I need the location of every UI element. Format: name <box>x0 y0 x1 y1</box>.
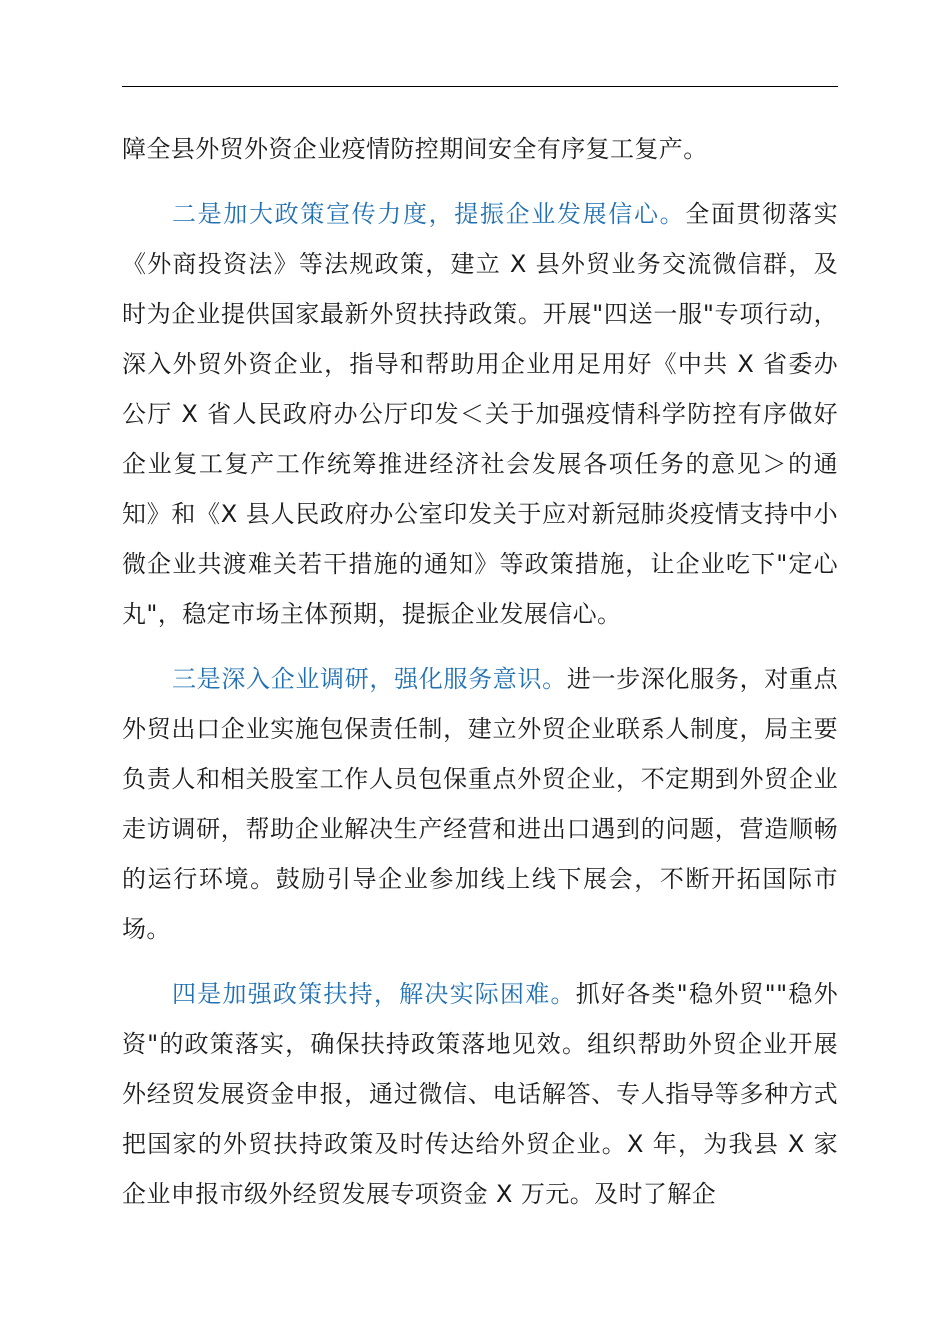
paragraph-text: 障全县外贸外资企业疫情防控期间安全有序复工复产。 <box>122 135 708 163</box>
paragraph-heading: 三是深入企业调研，强化服务意识。 <box>172 665 567 693</box>
paragraph-policy-promotion <box>122 189 838 639</box>
paragraph-enterprise-research <box>122 654 838 954</box>
paragraph-text: 进一步深化服务，对重点外贸出口企业实施包保责任制，建立外贸企业联系人制度，局主要负责人和相关股室工作人员包保重点外贸企业，不定期到外贸企业走访调研，帮助企业解决生产经营和进出口遇到的问题，营造顺畅的运行环境。鼓励引导企业参加线上线下展会，不断开拓国际市场。 <box>122 665 838 943</box>
paragraph-continuation <box>122 124 838 174</box>
paragraph-heading: 二是加大政策宣传力度，提振企业发展信心。 <box>172 200 686 228</box>
paragraph-heading: 四是加强政策扶持，解决实际困难。 <box>172 980 576 1008</box>
header-rule <box>122 86 838 87</box>
paragraph-policy-support <box>122 969 838 1219</box>
paragraph-text: 抓好各类"稳外贸""稳外资"的政策落实，确保扶持政策落地见效。组织帮助外贸企业开展外经贸发展资金申报，通过微信、电话解答、专人指导等多种方式把国家的外贸扶持政策及时传达给外贸企业。X 年，为我县 X 家企业申报市级外经贸发展专项资金 X 万元。及时了解企 <box>122 980 839 1208</box>
document-body <box>122 124 838 1234</box>
paragraph-text: 全面贯彻落实《外商投资法》等法规政策，建立 X 县外贸业务交流微信群，及时为企业提供国家最新外贸扶持政策。开展"四送一服"专项行动，深入外贸外资企业，指导和帮助用企业用足用好《中共 X 省委办公厅 X 省人民政府办公厅印发＜关于加强疫情科学防控有序做好企业复工复产工作统筹推进经济社会发展各项任务的意见＞的通知》和《X 县人民政府办公室印发关于应对新冠肺炎疫情支持中小微企业共渡难关若干措施的通知》等政策措施，让企业吃下"定心丸"，稳定市场主体预期，提振企业发展信心。 <box>122 200 838 628</box>
